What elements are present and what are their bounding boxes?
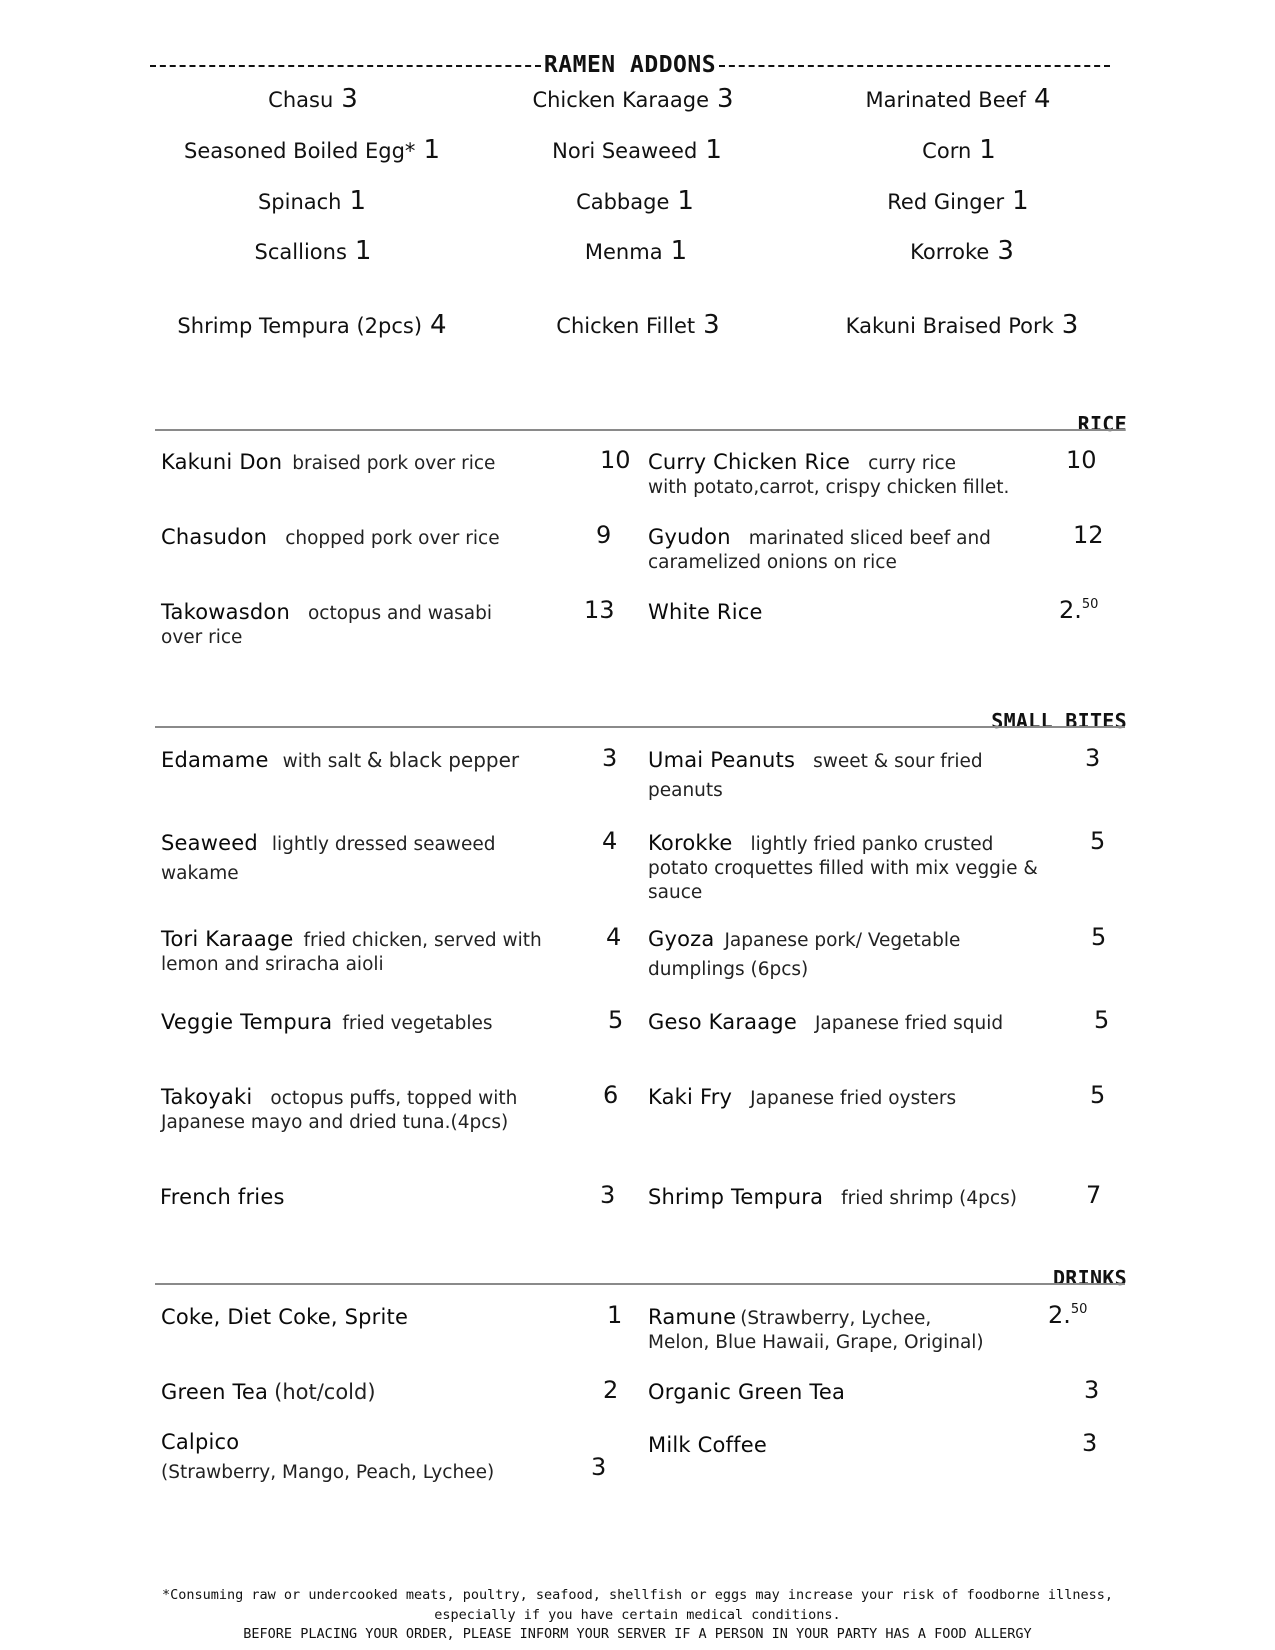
item-desc: Japanese fried oysters [750,1088,957,1109]
addon-price: 3 [703,310,720,340]
item-price: 5 [1091,923,1107,951]
item-name: Korokke [648,831,733,855]
item-price: 12 [1073,521,1104,549]
addon-name: Shrimp Tempura (2pcs) [177,314,423,338]
addon-item [922,135,996,165]
addon-name: Scallions [254,240,347,264]
addon-item [532,84,733,114]
item-price: 6 [603,1081,619,1109]
addon-item [910,236,1014,266]
item-desc: Japanese pork/ Vegetable [724,930,961,951]
addon-name: Corn [922,139,972,163]
addon-price: 4 [430,310,447,340]
item-name: Curry Chicken Rice [648,450,851,474]
addon-name: Chicken Karaage [532,88,710,112]
addon-item [177,310,446,340]
menu-item [160,1185,565,1211]
item-price: 3 [1085,744,1101,772]
item-name: Geso Karaage [648,1010,797,1034]
item-price: 5 [1094,1006,1110,1034]
item-desc: with potato,carrot, crispy chicken fillet. [648,477,1010,498]
item-desc: chopped pork over rice [285,528,500,549]
addon-price: 3 [1061,310,1079,340]
item-price: 5 [1090,827,1106,855]
menu-item [648,1305,1068,1355]
menu-item [161,600,566,650]
item-desc: fried shrimp (4pcs) [841,1188,1017,1209]
item-price: 7 [1086,1181,1102,1209]
menu-item [161,450,566,476]
price-main: 2. [1048,1301,1071,1329]
addon-item [268,84,358,114]
footer-line: especially if you have certain medical conditions. [434,1606,841,1623]
addon-item [846,310,1079,340]
item-desc: lightly fried panko crusted [750,834,994,855]
addon-item [556,310,719,340]
addon-price: 3 [717,84,734,114]
addons-header [150,48,1110,82]
item-desc: peanuts [648,780,723,801]
item-name: Shrimp Tempura [648,1185,824,1209]
addon-item [258,186,366,216]
item-name: Kaki Fry [648,1085,733,1109]
item-desc: lightly dressed seaweed [271,834,496,855]
item-desc: dumplings (6pcs) [648,959,809,980]
item-name: Chasudon [161,525,268,549]
addon-price: 1 [1012,186,1029,216]
menu-item [161,1430,566,1490]
addon-name: Spinach [257,190,342,214]
item-price: 3 [600,1181,616,1209]
menu-item [648,600,1053,626]
addon-name: Seasoned Boiled Egg* [184,139,416,163]
header-dash-left [150,65,541,67]
item-name: Ramune [648,1305,737,1329]
section-divider [155,1283,1125,1285]
item-name: Edamame [161,748,269,772]
menu-item [161,748,566,774]
addon-name: Red Ginger [887,190,1005,214]
addon-price: 1 [677,186,694,216]
item-name: Takowasdon [161,600,290,624]
item-desc: Japanese mayo and dried tuna.(4pcs) [161,1112,509,1133]
item-desc: sauce [648,882,703,903]
item-name: Veggie Tempura [161,1010,333,1034]
item-price: 3 [591,1453,607,1481]
item-price: 13 [584,596,615,624]
menu-item [648,525,1068,575]
price-cents: 50 [1070,1302,1088,1317]
addon-item [184,135,440,165]
item-price: 5 [608,1006,624,1034]
item-name: Organic Green Tea [648,1380,846,1404]
item-desc: potato croquettes filled with mix veggie & [648,858,1038,879]
menu-item [648,1433,1053,1459]
addon-price: 3 [997,236,1014,266]
item-name: Gyoza [648,927,715,951]
addon-price: 1 [979,135,996,165]
item-desc: & black pepper [366,748,520,772]
header-dash-right [719,65,1110,67]
addon-price: 1 [670,236,688,266]
item-desc: (Strawberry, Lychee, [740,1308,932,1329]
item-name: Green Tea [161,1380,269,1404]
menu-item [648,1085,1053,1111]
menu-item [161,1085,566,1135]
item-desc: marinated sliced beef and [748,528,991,549]
addon-name: Chicken Fillet [556,314,696,338]
item-desc: lemon and sriracha aioli [161,954,384,975]
item-desc: octopus puffs, topped with [270,1088,518,1109]
menu-item [648,1185,1053,1211]
item-name: Milk Coffee [648,1433,767,1457]
menu-item [648,831,1078,905]
item-desc: fried chicken, served with [303,930,542,951]
menu-item [161,1380,566,1406]
item-price: 1 [607,1301,623,1329]
addon-item [552,135,722,165]
addon-name: Menma [584,240,663,264]
addon-name: Korroke [910,240,990,264]
item-desc: with salt [282,751,362,772]
item-price: 10 [1066,446,1097,474]
addon-price: 4 [1033,84,1051,114]
item-desc: (hot/cold) [274,1380,376,1404]
item-price: 3 [602,744,618,772]
menu-item [161,525,566,551]
section-divider [155,726,1125,728]
section-divider [155,429,1125,431]
item-desc: sweet & sour fried [813,751,983,772]
item-desc: wakame [161,863,239,884]
menu-item [161,927,566,977]
item-name: French fries [160,1185,285,1209]
section-title-rice: RICE [1077,412,1127,436]
menu-item [648,1380,1053,1406]
menu-item [161,831,566,891]
section-title-small-bites: SMALL BITES [991,709,1127,733]
item-price: 2 [603,1376,619,1404]
item-price: 10 [600,446,631,474]
addon-name: Marinated Beef [865,88,1026,112]
item-desc: Japanese fried squid [814,1013,1004,1034]
item-name: Kakuni Don [161,450,283,474]
item-desc: octopus and wasabi [307,603,493,624]
footer-line: BEFORE PLACING YOUR ORDER, PLEASE INFORM YOUR SERVER IF A PERSON IN YOUR PARTY HAS A FOOD ALLERGY [243,1626,1032,1642]
menu-item [161,1010,566,1036]
addon-price: 1 [705,135,722,165]
item-desc: caramelized onions on rice [648,552,897,573]
item-price: 4 [602,827,618,855]
menu-item [161,1305,566,1331]
item-price: 4 [606,923,622,951]
section-title-drinks: DRINKS [1052,1266,1127,1290]
item-name: Umai Peanuts [648,748,796,772]
item-name: Gyudon [648,525,731,549]
addon-price: 1 [354,236,372,266]
addon-name: Nori Seaweed [552,139,698,163]
menu-item [648,748,1053,808]
price-main: 2. [1059,596,1082,624]
item-desc: curry rice [868,453,957,474]
item-name: Coke, Diet Coke, Sprite [161,1305,409,1329]
item-price: 3 [1084,1376,1100,1404]
item-name: Calpico [161,1430,240,1454]
item-desc: over rice [161,627,243,648]
item-price: 9 [596,521,612,549]
addon-price: 3 [341,84,358,114]
item-price [1048,1301,1087,1329]
item-price [1059,596,1098,624]
addon-item [585,236,687,266]
footer-line: *Consuming raw or undercooked meats, poultry, seafood, shellfish or eggs may increase your risk of foodborne illness, [162,1587,1113,1603]
addon-name: Kakuni Braised Pork [845,314,1054,338]
price-cents: 50 [1081,597,1099,612]
item-name: Seaweed [161,831,258,855]
item-desc: braised pork over rice [292,453,496,474]
footer-disclaimer [0,1586,1275,1645]
addon-price: 1 [349,186,367,216]
addon-name: Chasu [268,88,334,112]
addons-title: RAMEN ADDONS [543,52,717,78]
addon-item [887,186,1028,216]
addon-price: 1 [423,135,440,165]
item-desc: (Strawberry, Mango, Peach, Lychee) [161,1462,495,1483]
menu-item [648,1010,1053,1036]
addon-name: Cabbage [576,190,670,214]
item-desc: Melon, Blue Hawaii, Grape, Original) [648,1332,984,1353]
item-name: White Rice [648,600,763,624]
item-desc: fried vegetables [342,1013,493,1034]
addon-item [576,186,694,216]
addon-item [255,236,372,266]
item-name: Takoyaki [161,1085,253,1109]
menu-item [648,450,1068,500]
item-price: 3 [1082,1429,1098,1457]
item-price: 5 [1090,1081,1106,1109]
item-name: Tori Karaage [161,927,294,951]
menu-item [648,927,1053,987]
addon-item [866,84,1051,114]
